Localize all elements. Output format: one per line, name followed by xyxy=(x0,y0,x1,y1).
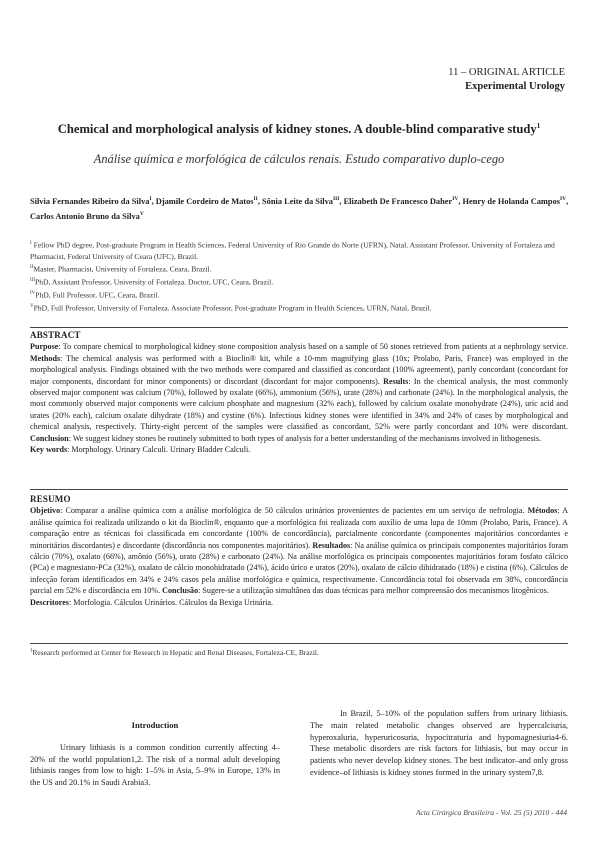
article-section-tag xyxy=(448,66,565,94)
affiliation-item: $^{IV}$PhD, Full Professor, UFC, Ceara, Brazil. xyxy=(30,290,160,300)
resumo-heading: RESUMO xyxy=(30,494,71,504)
article-subtitle: Análise química e morfológica de cálculos renais. Estudo comparativo duplo-cego xyxy=(93,152,505,166)
body-right-column xyxy=(310,708,568,779)
author: Djamile Cordeiro de Matos$^{II}$, xyxy=(155,196,263,206)
affiliation-item: $^I$ Fellow PhD degree, Post-graduate Program in Health Sciences, Federal University of Rio Grande do Norte (UFRN), Natal. Assistant Professor, University of Fortaleza and Pharmacist, Federal University of Ceara (UFC), Brazil. xyxy=(30,240,555,261)
journal-footer: Acta Cirúrgica Brasileira - Vol. 25 (5) 2010 - 444 xyxy=(415,808,567,817)
affiliation-list xyxy=(30,238,570,314)
affiliation-item: $^{II}$Master, Pharmacist, University of Fortaleza, Ceara, Brazil. xyxy=(30,264,212,274)
author: Henry de Holanda Campos$^{IV}$, xyxy=(462,196,569,206)
introduction-heading: Introduction xyxy=(131,720,179,730)
affiliation-item: $^V$PhD, Full Professor, University of Fortaleza. Associate Professor, Post-graduate Program in Health Sciences, UFRN, Natal, Brazil. xyxy=(30,303,432,313)
title-footnote-mark: 1 xyxy=(536,122,541,130)
author: Silvia Fernandes Ribeiro da Silva$^I$, xyxy=(30,196,156,206)
brazil-paragraph: In Brazil, 5–10% of the population suffers from urinary lithiasis. The main related metabolic changes observed are hypercalciuria, hyperoxaluria, hyperuricosuria, hypocitraturia and hypomagnesiuria4-6. These metabolic disorders are risk factors for lithiasis, but may occur in patients who never develop kidney stones. The best indicator–and only gross evidence–of lithiasis is kidney stones formed in the urinary system7,8. xyxy=(310,709,568,777)
section-label: 11 – ORIGINAL ARTICLE xyxy=(448,67,565,78)
author: Carlos Antonio Bruno da Silva$^V$ xyxy=(30,210,144,221)
author: Elizabeth De Francesco Daher$^{IV}$, xyxy=(343,196,463,206)
resumo-body: Objetivo: Comparar a análise química com a análise morfológica de 50 cálculos urinários provenientes de pacientes em um serviço de nefrologia. Métodos: A análise química foi realizada utilizando o kit da Bioclin®, enquanto que a morfológica foi realizada com auxílio de uma lupa de 10mm (Prolabo, Paris, France). A comparação entre as técnicas foi classificada em concordante (100% de concordância), parcialmente concordante (componentes majoritários concordantes e minoritários discordantes) e discordante (discordância nos componentes majoritários). Resultados: Na análise química os principais componentes majoritários foram cálcio (70%), oxalato (66%), amônio (56%), urato (28%) e carbonato (24%). Na análise morfológica os principais componentes majoritários foram fosfato cálcico (PCa) e magnesiano-PCa (32%), oxalato de cálcio monohidratado (24%), ácido úrico e uratos (20%), oxalato de cálcio dihidratado (18%) e cistina (6%). Cálculos de infecção foram identificados em 34% e 24% casos pela análise morfológica e química, respectivamente. Concordância total foi observada em 38%, concordância parcial em 52% e discordância em 10%. Conclusão: Sugere-se a utilização simultânea das duas técnicas para melhor compreensão dos mecanismos litogênicos. xyxy=(30,506,569,596)
abstract-top-rule xyxy=(30,327,568,328)
author: Sônia Leite da Silva$^{III}$, xyxy=(262,196,344,206)
abstract-body: Purpose: To compare chemical to morphological kidney stone composition analysis based on a sample of 50 stones retrieved from patients at a nephrology service. Methods: The chemical analysis was performed with a Bioclin® kit, while a 10-mm magnifying glass (10x; Prolabo, Paris, France) was employed in the morphological analysis. Findings obtained with the two methods were compared and classified as concordant (100% agreement), partly concordant (concordant for major components, discordant for minor components) or discordant (discordant for major components). Results: In the chemical analysis, the most commonly observed major component was calcium (70%), followed by oxalate (66%), ammonium (56%), urate (28%) and carbonate (24%). In the morphological analysis, the most commonly observed major components were calcium phosphate and magnesium (32% each), followed by calcium oxalate monohydrate (24%), uric acid and urates (20% each), calcium oxalate dihydrate (18%) and cystine (6%). Infectious kidney stones were identified in 34% and 24% of cases by morphological and chemical analysis, respectively. Thirty-eight percent of the samples were classified as concordant, 52% were partly concordant and 10% were discordant. Conclusion: We suggest kidney stones be routinely submitted to both types of analysis for a better understanding of the mechanisms involved in lithogenesis. xyxy=(30,342,568,443)
section-category: Experimental Urology xyxy=(465,81,565,92)
abstract-keywords: Key words: Morphology. Urinary Calculi. Urinary Bladder Calculi. xyxy=(30,445,251,455)
abstract-block xyxy=(30,330,568,455)
research-footnote: $^1$Research performed at Center for Research in Hepatic and Renal Diseases, Fortaleza-CE, Brazil. xyxy=(30,648,319,657)
resumo-block xyxy=(30,494,568,608)
affiliation-item: $^{III}$PhD, Assistant Professor, University of Fortaleza. Doctor, UFC, Ceara, Brazil. xyxy=(30,277,274,287)
resumo-bottom-rule xyxy=(30,643,568,644)
abstract-heading: ABSTRACT xyxy=(30,330,81,340)
body-left-column xyxy=(30,720,280,789)
introduction-paragraph: Urinary lithiasis is a common condition currently affecting 4–20% of the world population1,2. The risk of a normal adult developing lithiasis ranges from low to high: 1–5% in Asia, 5–9% in Europe, 13% in the US and 20.1% in Saudi Arabia3. xyxy=(30,742,280,788)
abstract-bottom-rule xyxy=(30,489,568,490)
title-text: Chemical and morphological analysis of kidney stones. A double-blind comparative study xyxy=(57,122,537,137)
author-list xyxy=(30,193,570,223)
resumo-keywords: Descritores: Morfologia. Cálculos Urinários. Cálculos da Bexiga Urinária. xyxy=(30,597,274,607)
article-title xyxy=(30,118,568,137)
